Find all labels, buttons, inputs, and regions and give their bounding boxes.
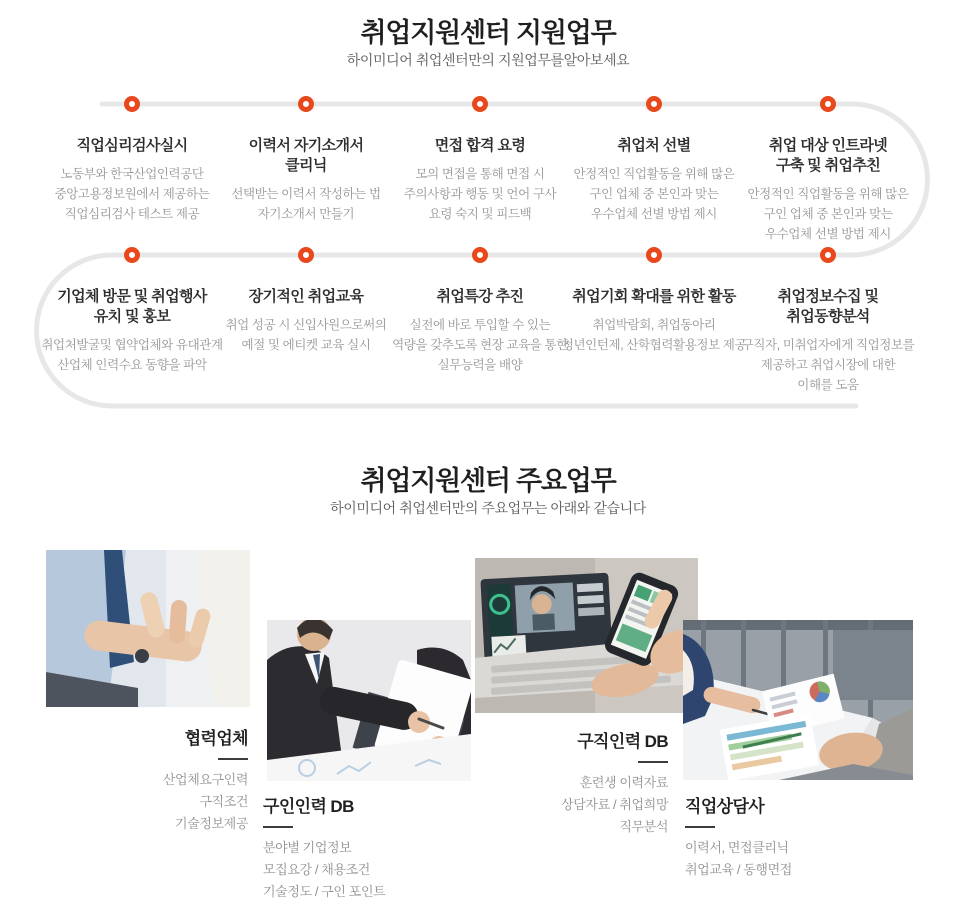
card-label-career-counselor	[685, 797, 895, 881]
timeline-item-title: 장기적인 취업교육	[248, 288, 364, 305]
card-title: 구직인력 DB	[577, 732, 668, 751]
card-divider	[263, 826, 293, 828]
timeline-item-title: 취업특강 추진	[436, 288, 524, 305]
timeline-item-desc: 취업 성공 시 신입사원으로써의 예절 및 에티켓 교육 실시	[225, 318, 387, 352]
card-divider	[685, 826, 715, 828]
timeline-dot	[649, 99, 660, 110]
photo-teamwork-thumbs-up	[46, 550, 250, 707]
timeline-dot	[475, 99, 486, 110]
timeline-dot	[823, 250, 834, 261]
timeline-dot	[301, 250, 312, 261]
timeline-dot	[649, 250, 660, 261]
photo-recruiters-reviewing-documents	[267, 620, 471, 781]
timeline-item-title: 면접 합격 요령	[434, 137, 526, 154]
card-divider	[218, 758, 248, 760]
timeline-dot	[823, 99, 834, 110]
timeline-dot	[301, 99, 312, 110]
timeline-item-desc: 노동부와 한국산업인력공단 중앙고용정보원에서 제공하는 직업심리검사 테스트 제공	[54, 167, 210, 221]
support-section-subtitle: 하이미디어 취업센터만의 지원업무를알아보세요	[346, 52, 630, 68]
timeline-item-title: 취업 대상 인트라넷 구축 및 취업추친	[768, 137, 888, 174]
main-section-subtitle: 하이미디어 취업센터만의 주요업무는 아래와 같습니다	[330, 500, 646, 516]
timeline-item-desc: 선택받는 이력서 작성하는 법 자기소개서 만들기	[231, 187, 381, 221]
timeline-item-desc: 취업박람회, 취업동아리 청년인턴제, 산학협력활용정보 제공	[561, 318, 747, 352]
timeline-item	[723, 136, 933, 244]
timeline-item	[723, 287, 933, 395]
card-items: 분야별 기업정보 모집요강 / 채용조건 기술정도 / 구인 포인트	[263, 840, 386, 898]
timeline-item-title: 취업기회 확대를 위한 활동	[572, 288, 736, 305]
timeline-item-desc: 안정적인 직업활동을 위해 많은 구인 업체 중 본인과 맞는 우수업체 선별 방법 제시	[573, 167, 735, 221]
timeline-item-title: 취업정보수집 및 취업동향분석	[777, 288, 879, 325]
timeline-item-title: 이력서 자기소개서 클리닉	[248, 137, 364, 174]
timeline-item-desc: 모의 면접을 통해 면접 시 주의사항과 행동 및 언어 구사 요령 숙지 및 피드백	[403, 167, 557, 221]
photo-career-counseling-desk	[683, 620, 913, 780]
timeline-dot	[127, 250, 138, 261]
timeline-item-title: 취업처 선별	[617, 137, 691, 154]
card-items: 이력서, 면접클리닉 취업교육 / 동행면접	[685, 840, 792, 877]
timeline-item-title: 직업심리검사실시	[76, 137, 188, 154]
timeline-dot	[127, 99, 138, 110]
card-items: 훈련생 이력자료 상담자료 / 취업희망 직무분석	[561, 775, 668, 834]
timeline-item-title: 기업체 방문 및 취업행사 유치 및 홍보	[57, 288, 207, 325]
card-label-job-seeker-db	[468, 732, 668, 838]
support-section-title: 취업지원센터 지원업무	[360, 18, 616, 48]
timeline-item-desc: 구직자, 미취업자에게 직업정보를 제공하고 취업시장에 대한 이해를 도움	[741, 338, 915, 392]
card-title: 협력업체	[184, 729, 248, 748]
timeline-item-desc: 취업처발굴및 협약업체와 유대관계 산업체 인력수요 동향을 파악	[41, 338, 223, 372]
card-label-partner-companies	[48, 729, 248, 835]
card-title: 직업상담사	[685, 797, 765, 816]
main-section-title: 취업지원센터 주요업무	[360, 466, 616, 496]
photo-video-interview-laptop	[475, 558, 698, 713]
timeline-item-desc: 안정적인 직업활동을 위해 많은 구인 업체 중 본인과 맞는 우수업체 선별 방법 제시	[747, 187, 909, 241]
card-title: 구인인력 DB	[263, 797, 354, 816]
card-divider	[638, 761, 668, 763]
timeline-item-desc: 실전에 바로 투입할 수 있는 역량을 갖추도록 현장 교육을 통한 실무능력을 배양	[392, 318, 568, 372]
card-items: 산업체요구인력 구직조건 기술정보제공	[162, 772, 248, 831]
card-label-job-offer-db	[263, 797, 473, 898]
timeline-dot	[475, 250, 486, 261]
